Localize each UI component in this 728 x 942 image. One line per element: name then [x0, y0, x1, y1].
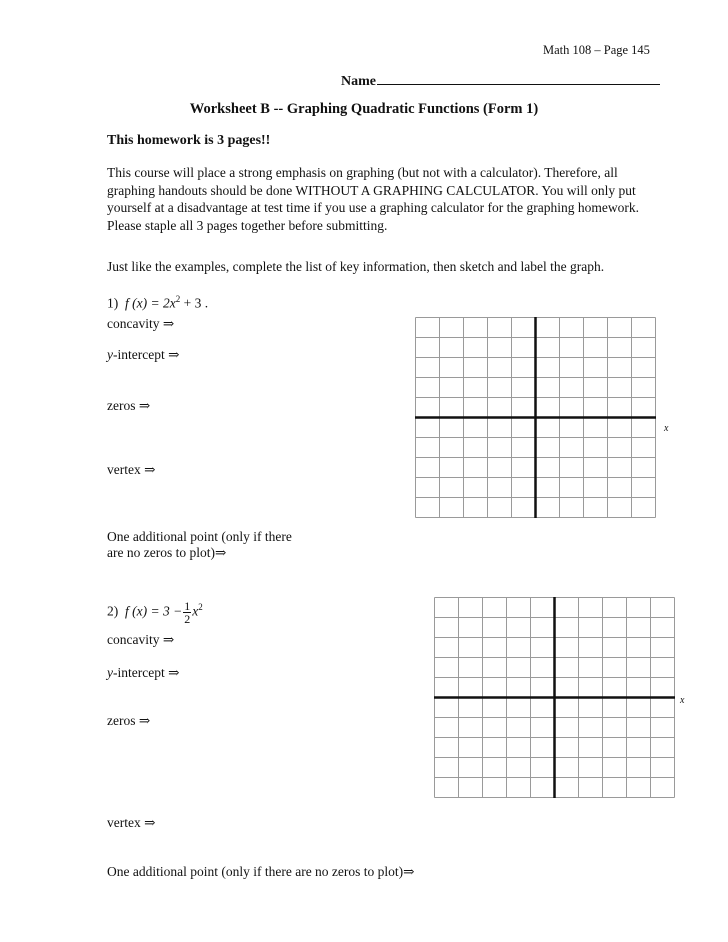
problem-1-number: 1): [107, 295, 119, 311]
problem-1-additional-1: One additional point (only if there: [107, 529, 292, 544]
problem-1-vertex: vertex ⇒: [107, 462, 156, 477]
problem-1-y-var: y: [107, 347, 113, 362]
problem-2-equation: [107, 600, 203, 625]
problem-2-concavity: concavity ⇒: [107, 632, 175, 647]
name-label: Name: [341, 74, 376, 89]
problem-1-additional-2: are no zeros to plot)⇒: [107, 545, 227, 560]
problem-2-frac-den: 2: [184, 612, 191, 626]
problem-2-exponent: 2: [198, 602, 203, 613]
name-line: [377, 72, 660, 85]
problem-1-concavity: concavity ⇒: [107, 316, 175, 331]
problem-2-additional: One additional point (only if there are no zeros to plot)⇒: [107, 864, 415, 879]
problem-1-exponent: 2: [175, 294, 181, 304]
homework-note: This homework is 3 pages!!: [107, 133, 271, 148]
problem-2-y-intercept: [107, 665, 179, 681]
problem-1-y-intercept-label: -intercept ⇒: [113, 347, 180, 362]
problem-2-x-axis-label: x: [680, 695, 685, 706]
problem-1-graph-grid: [415, 317, 657, 518]
problem-2-y-intercept-label: -intercept ⇒: [113, 665, 180, 680]
problem-1-zeros: zeros ⇒: [107, 398, 151, 413]
problem-2-y-var: y: [107, 665, 113, 680]
instructions: Just like the examples, complete the list of key information, then sketch and label the graph.: [107, 259, 605, 274]
problem-2-frac-num: 1: [184, 599, 191, 613]
problem-1-equation: [107, 294, 208, 312]
problem-2-number: 2): [107, 603, 119, 619]
problem-1-rest: + 3 .: [180, 295, 209, 311]
problem-1-x-axis-label: x: [664, 423, 669, 434]
problem-2-fraction: [183, 600, 191, 625]
problem-2-vertex: vertex ⇒: [107, 815, 156, 830]
worksheet-title: Worksheet B -- Graphing Quadratic Functions (Form 1): [189, 101, 539, 117]
problem-2-zeros: zeros ⇒: [107, 713, 151, 728]
name-field: [341, 72, 660, 90]
problem-2-graph-grid: [434, 597, 676, 798]
problem-2-var: x: [192, 603, 199, 619]
problem-1-fx: f (x) = 2x: [125, 295, 176, 311]
intro-paragraph: This course will place a strong emphasis on graphing (but not with a calculator). Therefore, all graphing handouts should be done WITHOUT A GRAPHING CALCULATOR. You will only put yourself at a disadvantage at test time if you use a graphing calculator for the graphing homework. Please staple all 3 pages together before submitting.: [107, 165, 639, 233]
page-reference: Math 108 – Page 145: [543, 43, 650, 57]
problem-2-fx: f (x) = 3 −: [125, 603, 183, 619]
problem-1-y-intercept: [107, 347, 179, 363]
